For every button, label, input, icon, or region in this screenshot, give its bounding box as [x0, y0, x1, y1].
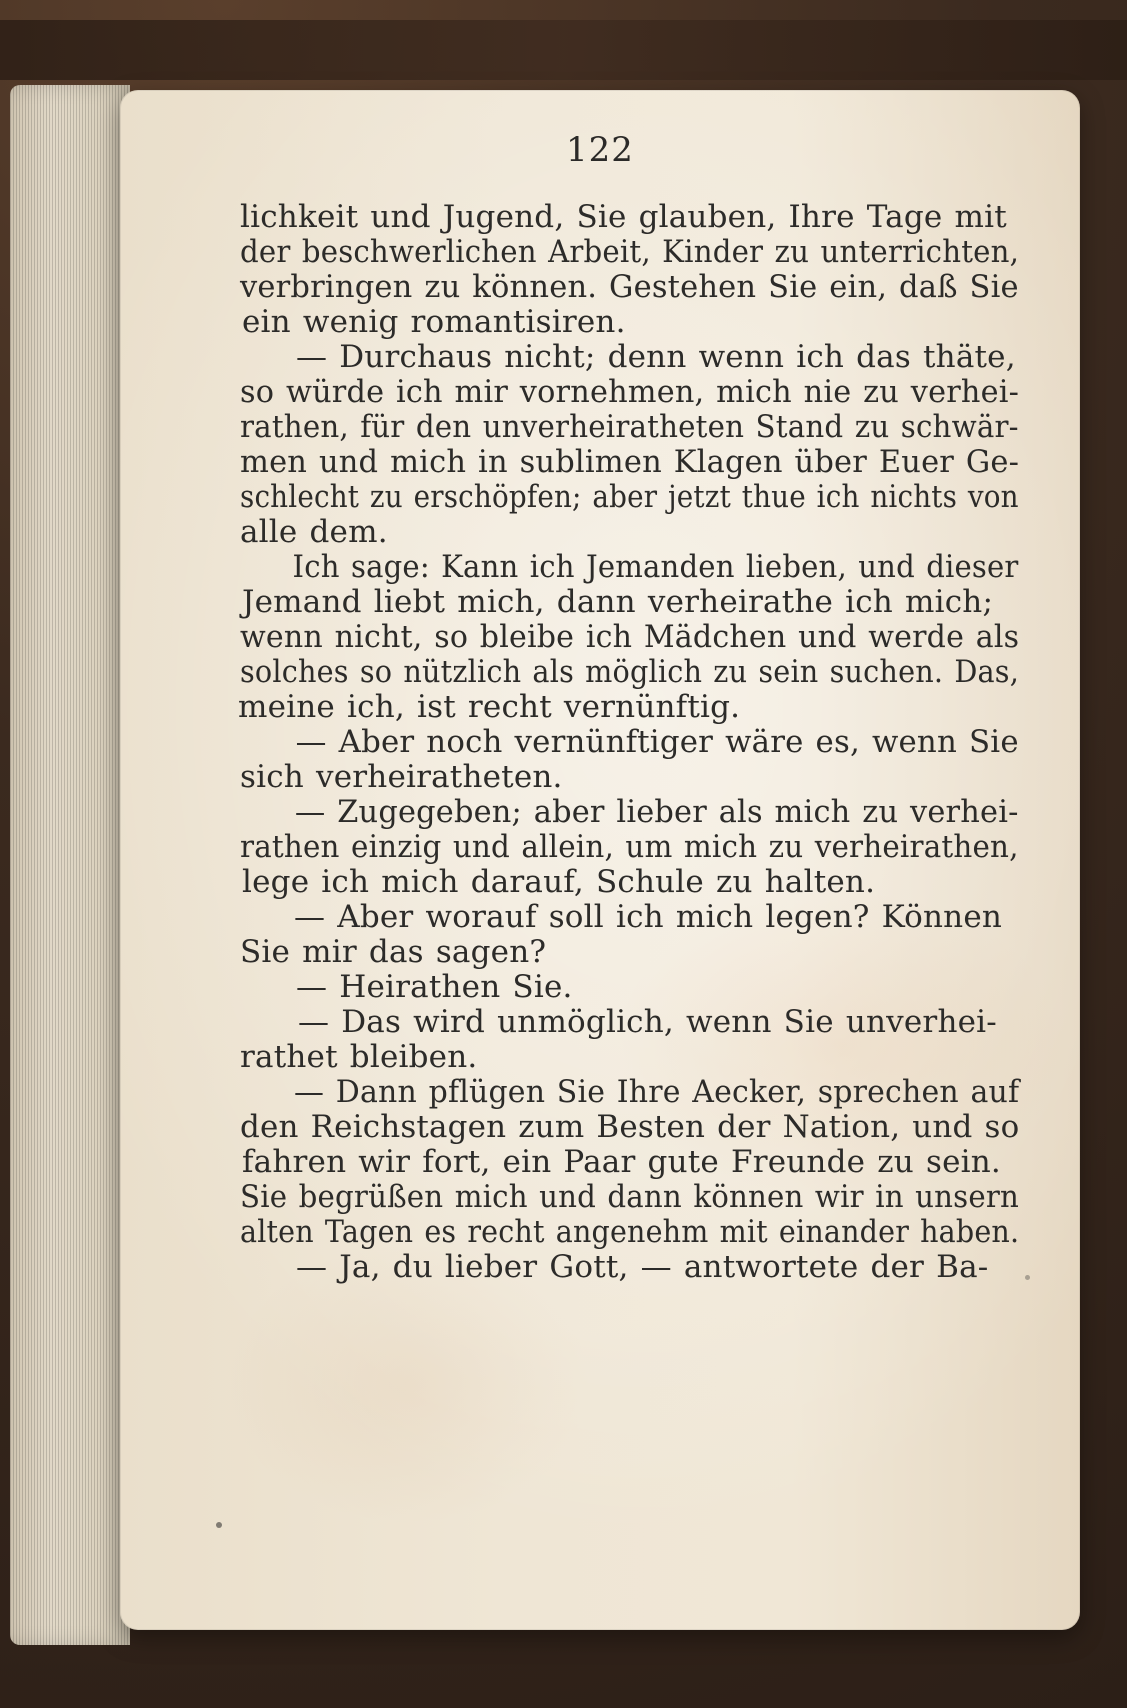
text-line: Jemand liebt mich, dann verheirathe ich mich;: [242, 584, 994, 620]
text-line: Ich sage: Kann ich Jemanden lieben, und dieser: [292, 549, 1019, 585]
book-top-edge: [0, 20, 1127, 80]
text-line: Sie mir das sagen?: [240, 934, 547, 970]
text-line: solches so nützlich als möglich zu sein suchen. Das,: [240, 654, 1020, 690]
text-line: lichkeit und Jugend, Sie glauben, Ihre Tage mit: [240, 199, 1007, 235]
text-line: — Dann pflügen Sie Ihre Aecker, sprechen auf: [294, 1074, 1020, 1110]
page-stack-edge: [10, 85, 130, 1645]
text-line: so würde ich mir vornehmen, mich nie zu verhei-: [240, 374, 1020, 410]
text-line: Sie begrüßen mich und dann können wir in unsern: [240, 1179, 1020, 1215]
text-line: der beschwerlichen Arbeit, Kinder zu unterrichten,: [240, 234, 1020, 270]
text-line: — Zugegeben; aber lieber als mich zu verhei-: [294, 794, 1019, 830]
text-line: — Aber noch vernünftiger wäre es, wenn Sie: [295, 724, 1019, 760]
text-line: — Durchaus nicht; denn wenn ich das thäte,: [296, 339, 1016, 375]
printing-speck: [1025, 1275, 1030, 1280]
text-line: rathen einzig und allein, um mich zu verheirathen,: [240, 829, 1019, 865]
text-line: — Das wird unmöglich, wenn Sie unverhei-: [298, 1004, 997, 1040]
text-line: fahren wir fort, ein Paar gute Freunde zu sein.: [242, 1144, 1001, 1180]
text-line: den Reichstagen zum Besten der Nation, und so: [240, 1109, 1020, 1145]
page-number: 122: [566, 130, 634, 170]
book-page: [120, 90, 1080, 1630]
text-line: rathet bleiben.: [240, 1039, 478, 1075]
text-line: rathen, für den unverheiratheten Stand zu schwär-: [240, 409, 1019, 445]
text-line: verbringen zu können. Gestehen Sie ein, daß Sie: [240, 269, 1019, 305]
text-line: alle dem.: [240, 514, 388, 550]
text-line: meine ich, ist recht vernünftig.: [238, 689, 741, 725]
text-line: — Ja, du lieber Gott, — antwortete der Ba-: [296, 1249, 989, 1285]
text-line: men und mich in sublimen Klagen über Euer Ge-: [240, 444, 1020, 480]
text-line: — Aber worauf soll ich mich legen? Können: [294, 899, 1003, 935]
text-line: — Heirathen Sie.: [296, 969, 573, 1005]
text-line: wenn nicht, so bleibe ich Mädchen und werde als: [240, 619, 1020, 655]
page-text: [240, 200, 1020, 1285]
text-line: schlecht zu erschöpfen; aber jetzt thue ich nichts von: [240, 479, 1019, 515]
text-line: lege ich mich darauf, Schule zu halten.: [242, 864, 876, 900]
text-line: ein wenig romantisiren.: [242, 304, 626, 340]
printing-speck: [216, 1522, 222, 1528]
text-line: sich verheiratheten.: [240, 759, 563, 795]
text-line: alten Tagen es recht angenehm mit einander haben.: [240, 1214, 1020, 1250]
